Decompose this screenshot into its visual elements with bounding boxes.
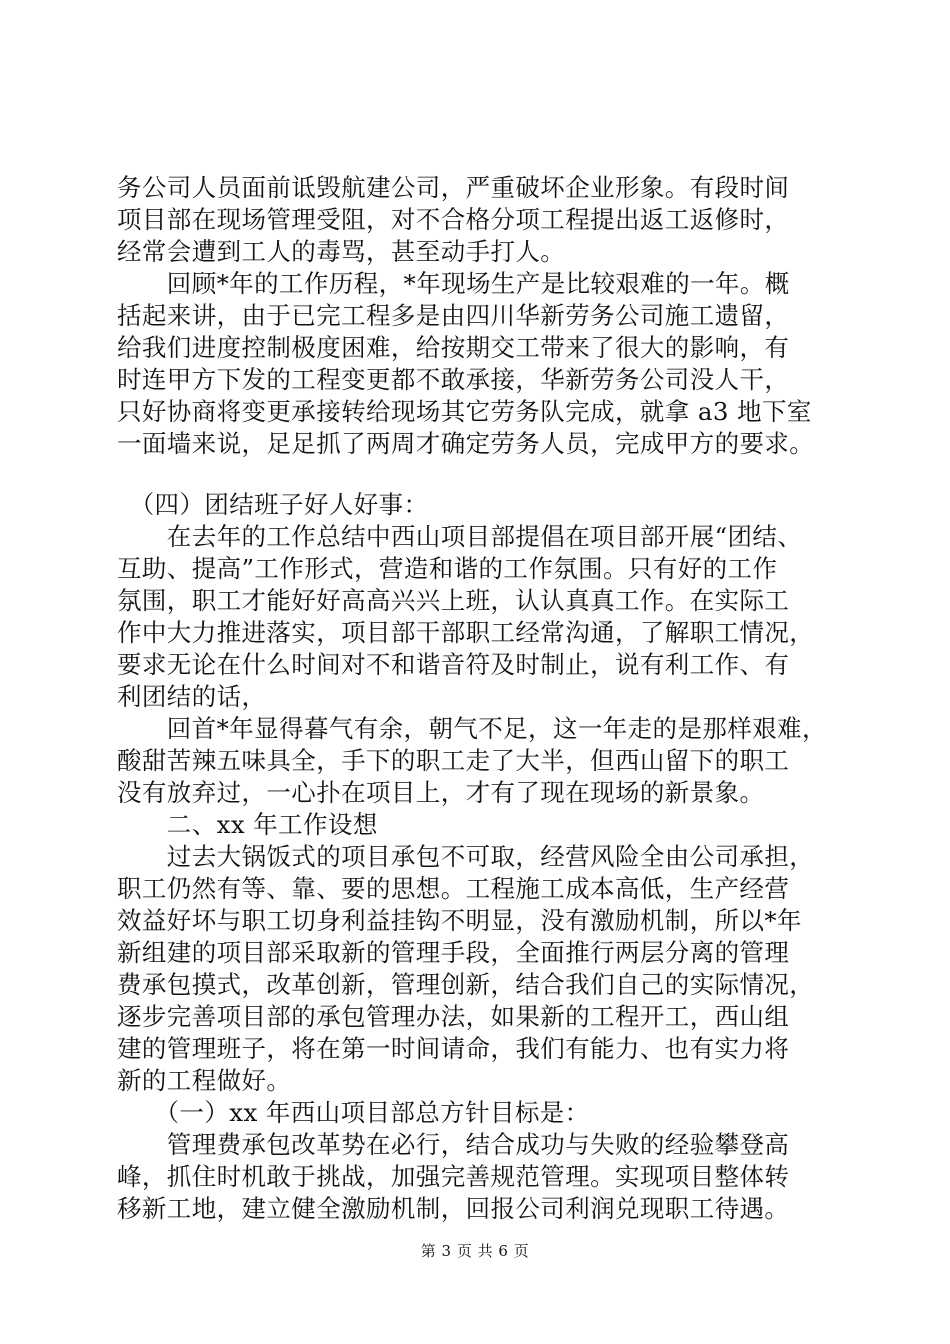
text-line: 新的工程做好。 <box>117 1066 292 1095</box>
paragraph-gap <box>117 460 837 489</box>
text-line: 一面墙来说，足足抓了两周才确定劳务人员，完成甲方的要求。 <box>117 429 815 458</box>
text-line: 项目部在现场管理受阻，对不合格分项工程提出返工返修时， <box>117 205 790 234</box>
text-line: 移新工地，建立健全激励机制，回报公司利润兑现职工待遇。 <box>117 1194 790 1223</box>
text-line: 过去大锅饭式的项目承包不可取，经营风险全由公司承担， <box>117 842 815 871</box>
text-line: 括起来讲，由于已完工程多是由四川华新劳务公司施工遗留， <box>117 301 790 330</box>
text-line: 只好协商将变更承接转给现场其它劳务队完成，就拿 a3 地下室 <box>117 397 812 426</box>
page-footer: 第 3 页 共 6 页 <box>420 1242 530 1260</box>
text-line: 务公司人员面前诋毁航建公司，严重破坏企业形象。有段时间 <box>117 173 790 202</box>
text-line: 峰，抓住时机敢于挑战，加强完善规范管理。实现项目整体转 <box>117 1162 790 1191</box>
text-line: 作中大力推进落实，项目部干部职工经常沟通，了解职工情况， <box>117 618 815 647</box>
text-line: 利团结的话， <box>117 682 267 711</box>
text-line: 职工仍然有等、靠、要的思想。工程施工成本高低，生产经营 <box>117 874 790 903</box>
text-line: 氛围，职工才能好好高高兴兴上班，认认真真工作。在实际工 <box>117 586 790 615</box>
text-line: （一）xx 年西山项目部总方针目标是： <box>117 1098 590 1127</box>
text-line: （四）团结班子好人好事： <box>117 490 429 519</box>
text-line: 要求无论在什么时间对不和谐音符及时制止，说有利工作、有 <box>117 650 790 679</box>
text-line: 费承包摸式，改革创新，管理创新，结合我们自己的实际情况， <box>117 970 815 999</box>
text-line: 效益好坏与职工切身利益挂钩不明显，没有激励机制，所以*年 <box>117 906 802 935</box>
text-line: 在去年的工作总结中西山项目部提倡在项目部开展“团结、 <box>117 522 803 551</box>
text-line: 建的管理班子，将在第一时间请命，我们有能力、也有实力将 <box>117 1034 790 1063</box>
text-line: 管理费承包改革势在必行，结合成功与失败的经验攀登高 <box>117 1130 790 1159</box>
text-line: 回顾*年的工作历程，*年现场生产是比较艰难的一年。概 <box>117 269 790 298</box>
text-line: 回首*年显得暮气有余，朝气不足，这一年走的是那样艰难， <box>117 714 827 743</box>
text-line: 酸甜苦辣五味具全，手下的职工走了大半，但西山留下的职工 <box>117 746 790 775</box>
text-line: 互助、提高”工作形式，营造和谐的工作氛围。只有好的工作 <box>117 554 778 583</box>
text-line: 二、xx 年工作设想 <box>117 810 378 839</box>
text-line: 逐步完善项目部的承包管理办法，如果新的工程开工，西山组 <box>117 1002 790 1031</box>
text-line: 经常会遭到工人的毒骂，甚至动手打人。 <box>117 237 566 266</box>
text-line: 新组建的项目部采取新的管理手段，全面推行两层分离的管理 <box>117 938 790 967</box>
document-body <box>117 172 837 1225</box>
text-line: 给我们进度控制极度困难，给按期交工带来了很大的影响，有 <box>117 333 790 362</box>
text-line: 时连甲方下发的工程变更都不敢承接，华新劳务公司没人干， <box>117 365 790 394</box>
text-line: 没有放弃过，一心扑在项目上，才有了现在现场的新景象。 <box>117 778 765 807</box>
